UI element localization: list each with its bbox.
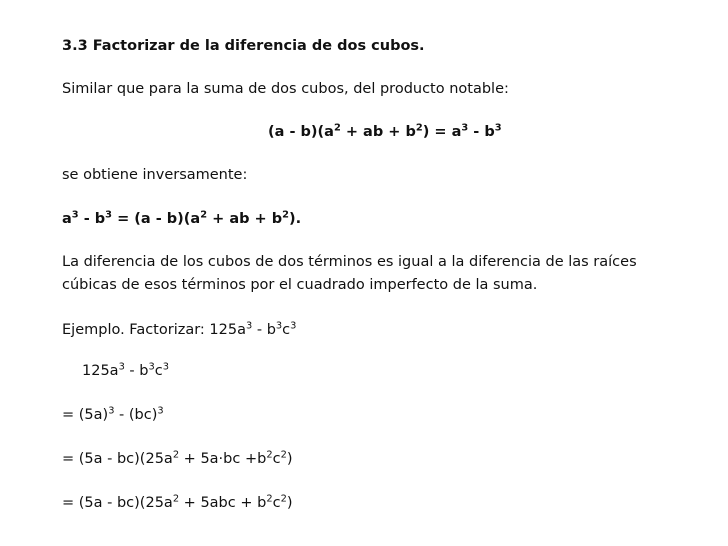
obtained-text: se obtiene inversamente: [62, 167, 248, 183]
step-3: = $(5a - bc)(25a^2 + 5abc + b^2c^2)$ [62, 493, 293, 511]
centered-formula: $(a - b)(a^2$ + ab + $b^2) = a^3 - b^3$ [268, 122, 502, 140]
result-formula: $a^3 - b^3 = (a - b)(a^2$ + ab + $b^2$). [62, 209, 302, 227]
step-1: = $(5a)^3 - (bc)^3$ [62, 405, 164, 423]
explanation-line-2: cúbicas de esos términos por el cuadrado imperfecto de la suma. [62, 277, 538, 293]
example-label: Ejemplo. Factorizar: $125a^3 - b^3c^3$ [62, 320, 297, 338]
example-expression: $125a^3 - b^3c^3$ [82, 361, 169, 379]
section-title: 3.3 Factorizar de la diferencia de dos cubos. [62, 38, 425, 54]
step-2: = $(5a - bc)(25a^2 + 5a\cdot bc +b^2c^2)$ [62, 449, 293, 467]
explanation-line-1: La diferencia de los cubos de dos términos es igual a la diferencia de las raíces [62, 254, 637, 270]
intro-text: Similar que para la suma de dos cubos, del producto notable: [62, 81, 509, 97]
